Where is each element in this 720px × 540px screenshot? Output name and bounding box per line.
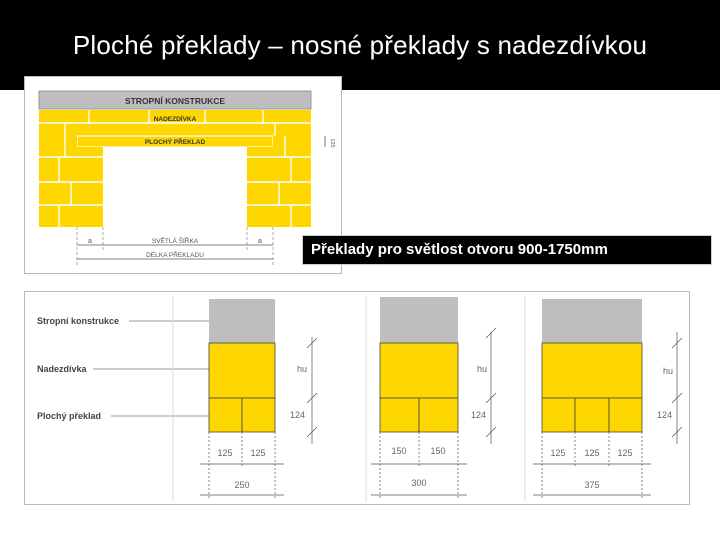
opening: [103, 147, 247, 227]
section-2-lintel-right: [419, 398, 458, 432]
section-1-ceiling: [209, 299, 275, 343]
ceiling-label: STROPNÍ KONSTRUKCE: [124, 96, 226, 106]
section-375: [533, 299, 682, 500]
cross-sections-figure: [24, 291, 690, 505]
wall-elevation-figure: [24, 76, 342, 274]
section-3-lintel-left: [542, 398, 575, 432]
lintel-length-label: DÉLKA PŘEKLADU: [146, 252, 204, 259]
section-2-total: 300: [411, 478, 427, 488]
slide-title: Ploché překlady – nosné překlady s nadezdívkou: [72, 30, 648, 60]
section-2-ceiling: [380, 297, 458, 343]
support-right-label: a: [258, 238, 262, 245]
section-1-lintel-right: [242, 398, 275, 432]
section-1-lintel-dim: 124: [290, 410, 306, 420]
legend-ceiling: Stropní konstrukce: [37, 316, 120, 326]
section-3-h-label: hu: [663, 366, 674, 376]
section-1-width-2: 125: [250, 448, 266, 458]
section-3-upper-wall: [542, 343, 642, 398]
section-3-width-1: 125: [550, 448, 566, 458]
section-1-width-1: 125: [217, 448, 233, 458]
section-300: [371, 297, 496, 500]
support-left-label: a: [88, 238, 92, 245]
cross-sections-drawing: [25, 292, 691, 506]
section-2-lintel-left: [380, 398, 419, 432]
side-dimension-label: 125: [329, 138, 335, 148]
section-3-lintel-middle: [575, 398, 609, 432]
section-2-width-1: 150: [391, 446, 407, 456]
section-3-width-3: 125: [617, 448, 633, 458]
section-1-upper-wall: [209, 343, 275, 398]
section-2-upper-wall: [380, 343, 458, 398]
section-3-width-2: 125: [584, 448, 600, 458]
left-jamb: [77, 147, 103, 227]
legend-leaders: [93, 321, 209, 416]
wall-elevation-drawing: [25, 77, 343, 275]
legend-upper-wall: Nadezdívka: [37, 364, 87, 374]
lintel-label: PLOCHÝ PŘEKLAD: [144, 139, 206, 146]
legend-lintel: Plochý překlad: [37, 411, 102, 421]
section-1-lintel-left: [209, 398, 242, 432]
section-1-total: 250: [234, 480, 250, 490]
section-3-ceiling: [542, 299, 642, 343]
right-jamb: [247, 147, 273, 227]
section-2-width-2: 150: [430, 446, 446, 456]
section-2-lintel-dim: 124: [471, 410, 487, 420]
upper-wall-label: NADEZDÍVKA: [153, 116, 197, 123]
section-250: [200, 299, 317, 500]
opening-width-label: SVĚTLÁ ŠÍŘKA: [151, 238, 199, 245]
section-2-h-label: hu: [477, 364, 488, 374]
section-3-lintel-dim: 124: [657, 410, 673, 420]
section-3-lintel-right: [609, 398, 642, 432]
caption-box: Překlady pro světlost otvoru 900-1750mm: [302, 235, 712, 265]
section-3-total: 375: [584, 480, 600, 490]
section-1-h-label: hu: [297, 364, 308, 374]
